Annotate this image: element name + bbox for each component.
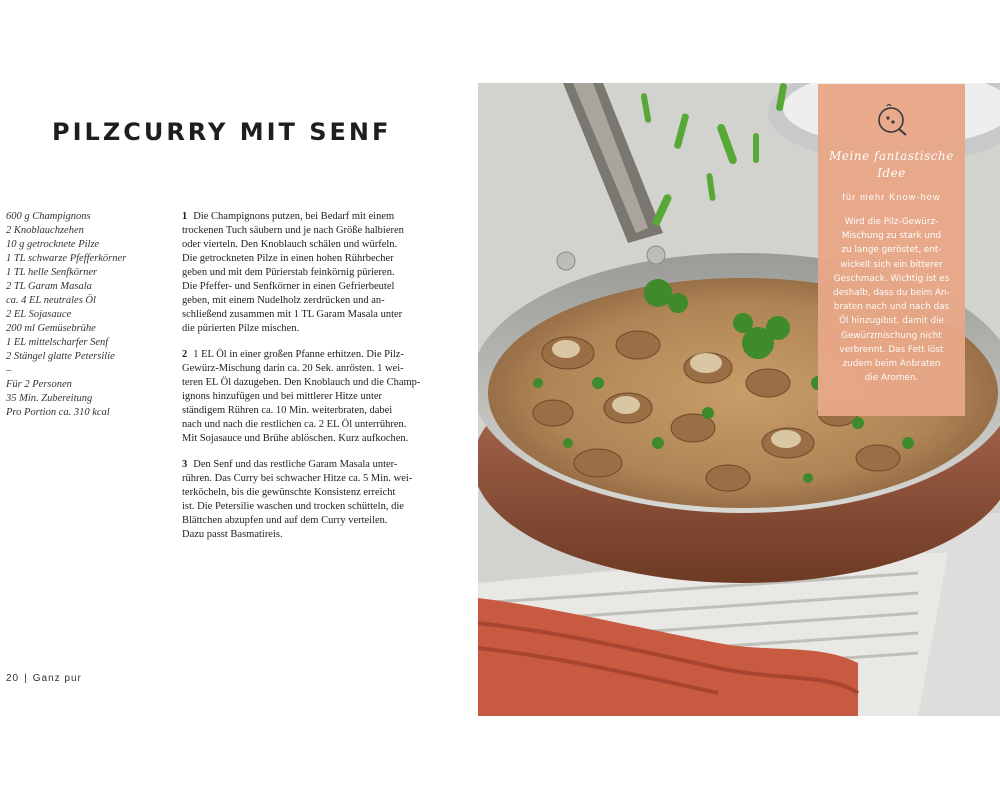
tip-line: Geschmack. Wichtig ist es [833,273,950,284]
instruction-line [182,486,422,500]
instruction-line [182,210,422,224]
instructions [182,210,422,554]
tip-line: Mischung zu stark und [841,231,942,242]
ingredient-item: ca. 4 EL neutrales Öl [6,295,96,306]
tip-subtitle: für mehr Know-how [842,192,941,202]
instruction-step [182,210,422,336]
instruction-line [182,266,422,280]
tip-box [818,84,965,416]
pan-icon [875,102,909,136]
instruction-line [182,224,422,238]
ingredient-item: 10 g getrocknete Pilze [6,239,100,250]
instruction-line [182,458,422,472]
step-text: oder vierteln. Den Knoblauch schälen und würfeln. [182,239,398,250]
instruction-line [182,362,422,376]
ingredient-item: 35 Min. Zubereitung [6,393,93,404]
instruction-line [182,432,422,446]
step-text: Den Senf und das restliche Garam Masala unter- [193,459,398,470]
instruction-line [182,404,422,418]
instruction-line [182,238,422,252]
ingredient-item: 200 ml Gemüsebrühe [6,323,96,334]
instruction-step [182,348,422,446]
instruction-line [182,390,422,404]
instruction-line [182,500,422,514]
step-number: 3 [182,459,188,470]
tip-line: wickelt sich ein bitterer [840,259,943,270]
step-text: Die Champignons putzen, bei Bedarf mit einem [193,211,395,222]
ingredient-item: – [6,365,12,376]
ingredient-item: Für 2 Personen [6,379,72,390]
step-text: 1 EL Öl in einer großen Pfanne erhitzen. Die Pilz- [193,349,404,360]
ingredient-item: 2 Stängel glatte Petersilie [6,351,115,362]
step-text: trockenen Tuch säubern und je nach Größe halbieren [182,225,404,236]
tip-line: braten nach und nach das [833,302,950,313]
instruction-step [182,458,422,542]
tip-title [818,148,965,182]
instruction-line [182,308,422,322]
step-number: 1 [182,211,188,222]
step-text: Die Pfeffer- und Senfkörner in einen Gefrierbeutel [182,281,395,292]
ingredient-item: 2 Knoblauchzehen [6,225,84,236]
instruction-line [182,280,422,294]
step-number: 2 [182,349,188,360]
step-text: ist. Die Petersilie waschen und trocken schütteln, die [182,501,404,512]
tip-line: deshalb, dass du beim An- [833,288,950,299]
ingredient-item: 1 TL schwarze Pfefferkörner [6,253,127,264]
instruction-line [182,472,422,486]
instruction-line [182,252,422,266]
tip-line: zu lange geröstet, ent- [841,245,942,256]
instruction-line [182,322,422,336]
tip-body [818,215,965,385]
tip-line: Wird die Pilz-Gewürz- [844,217,939,227]
recipe-title: PILZCURRY MIT SENF [52,118,392,146]
instruction-line [182,348,422,362]
ingredient-item: 2 EL Sojasauce [6,309,72,320]
step-text: nach und nach die restlichen ca. 2 EL Öl unterrühren. [182,419,407,430]
ingredient-item: Pro Portion ca. 310 kcal [6,407,110,418]
ingredients-list [6,210,166,420]
section-name: Ganz pur [32,673,82,684]
ingredient-item: 2 TL Garam Masala [6,281,92,292]
instruction-line [182,418,422,432]
step-text: geben und mit dem Pürierstab feinkörnig pürieren. [182,267,395,278]
tip-line: verbrennt. Das Fett löst [839,344,944,355]
step-text: Mit Sojasauce und Brühe ablöschen. Kurz aufkochen. [182,433,409,444]
step-text: terköcheln, bis die gewünschte Konsistenz erreicht [182,487,396,498]
instruction-line [182,376,422,390]
tip-line: die Aromen. [864,373,919,384]
instruction-line [182,514,422,528]
step-text: ständigem Rühren ca. 10 Min. weiterbraten, dabei [182,405,393,416]
step-text: Die getrockneten Pilze in einen hohen Rührbecher [182,253,394,264]
tip-line: zudem beim Anbraten [842,359,941,370]
step-text: rühren. Das Curry bei schwacher Hitze ca. 5 Min. wei- [182,473,413,484]
instruction-line [182,294,422,308]
step-text: Blättchen abzupfen und auf dem Curry verteilen. [182,515,388,526]
instruction-line [182,528,422,542]
step-text: schließend zusammen mit 1 TL Garam Masala unter [182,309,403,320]
step-text: Dazu passt Basmatireis. [182,529,283,540]
tip-title-line: Meine fantastische [829,149,954,163]
step-text: teren EL Öl dazugeben. Den Knoblauch und die Champ- [182,377,421,388]
step-text: die pürierten Pilze mischen. [182,323,300,334]
footer-separator: | [24,673,28,684]
tip-title-line: Idee [877,166,906,180]
tip-line: Gewürzmischung nicht [841,330,942,341]
ingredient-item: 1 TL helle Senfkörner [6,267,98,278]
ingredient-item: 1 EL mittelscharfer Senf [6,337,109,348]
page-number: 20 [6,673,20,684]
tip-line: Öl hinzugibst, damit die [839,316,944,327]
step-text: Gewürz-Mischung darin ca. 20 Sek. anrösten. 1 wei- [182,363,404,374]
page-footer [6,673,82,684]
ingredient-item: 600 g Champignons [6,211,91,222]
step-text: ignons hinzufügen und bei mittlerer Hitze unter [182,391,383,402]
step-text: geben, mit einem Nudelholz zerdrücken und an- [182,295,385,306]
